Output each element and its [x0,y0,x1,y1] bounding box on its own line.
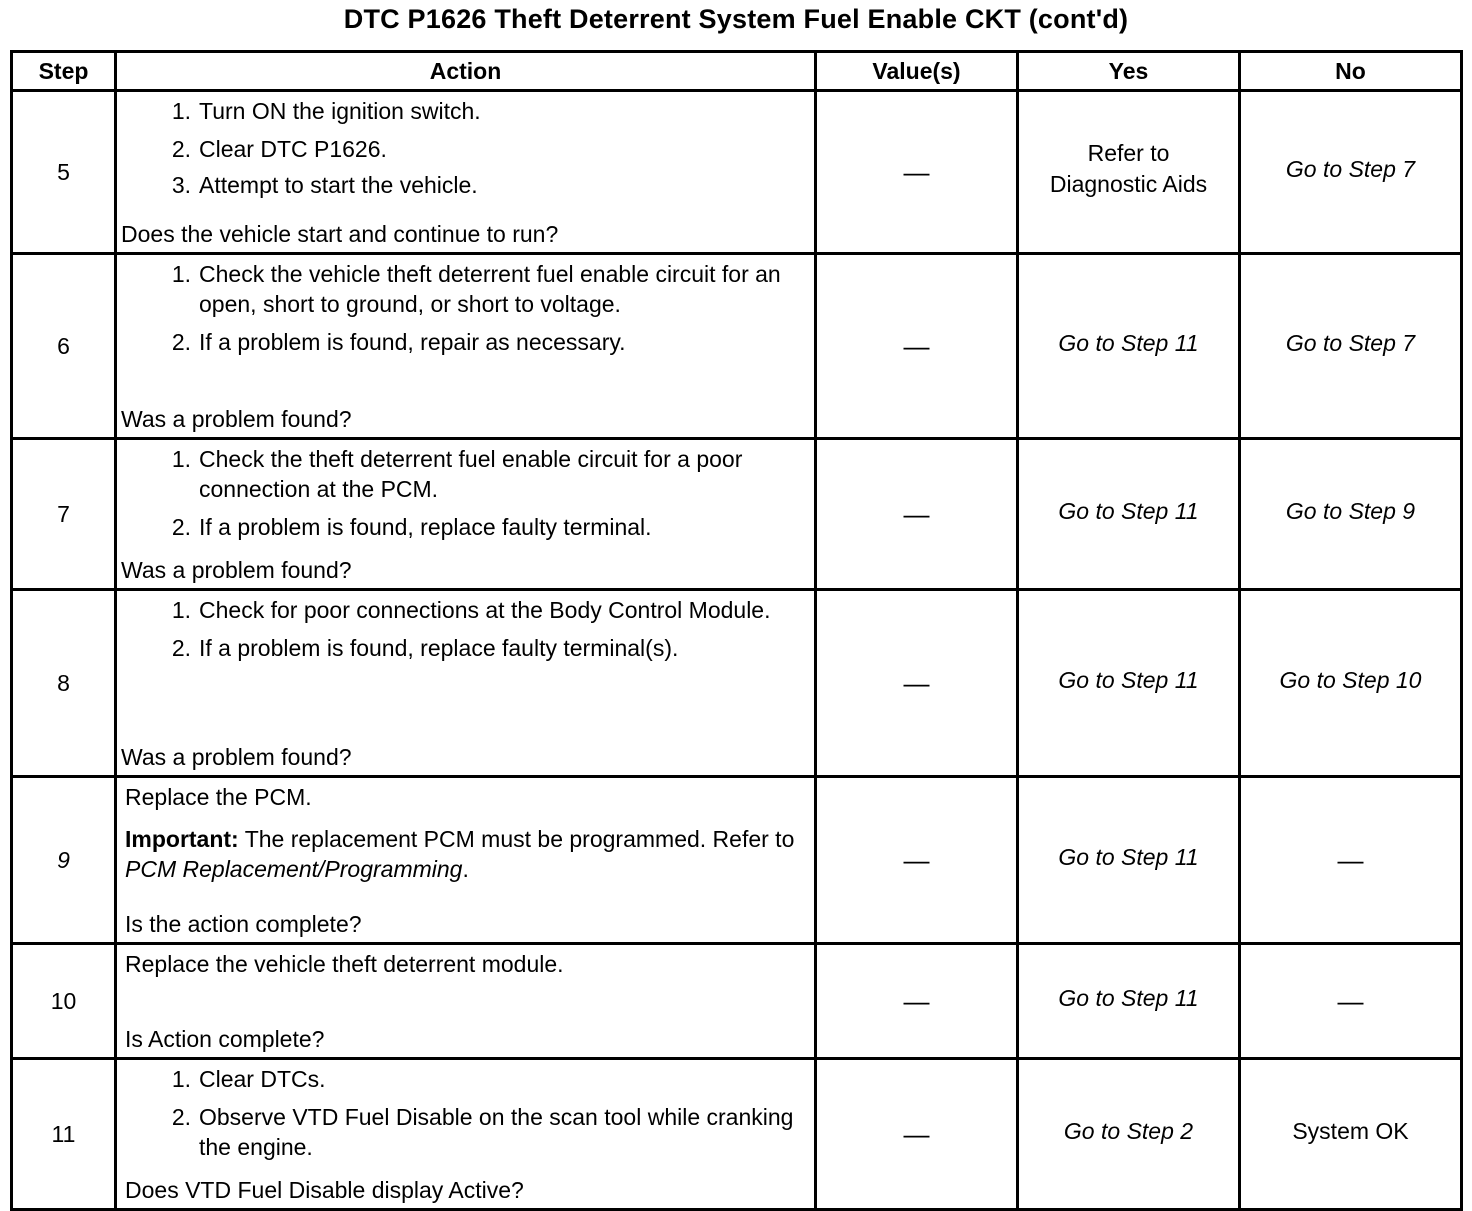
no-cell [1240,590,1462,777]
list-item: 1. Clear DTCs. [171,1066,326,1092]
no-cell [1240,254,1462,439]
table-row [12,590,1462,777]
go-to-step-link: Go to Step 10 [1279,666,1422,693]
action-steps [125,1064,806,1164]
table-row [12,777,1462,944]
table-row [12,91,1462,254]
page-title: DTC P1626 Theft Deterrent System Fuel Enable CKT (cont'd) [343,4,1129,34]
action-cell [116,439,816,590]
important-text: The replacement PCM must be programmed. Refer to [244,826,795,852]
value-cell: — [816,91,1018,254]
result-text: System OK [1292,1117,1409,1144]
yes-cell [1018,944,1240,1059]
step-number: 5 [12,91,116,254]
list-item: 2. If a problem is found, replace faulty terminal(s). [171,635,679,661]
value-cell: — [816,439,1018,590]
action-steps [125,595,806,671]
step-number: 9 [12,777,116,944]
action-question: Was a problem found? [121,406,352,432]
list-item: 1. Check the theft deterrent fuel enable circuit for a poor connection at the PCM. [171,446,743,502]
action-cell [116,777,816,944]
header-yes: Yes [1018,52,1240,91]
go-to-step-link: Go to Step 2 [1063,1117,1194,1144]
table-row [12,254,1462,439]
action-cell [116,944,816,1059]
header-row [12,52,1462,91]
yes-line: Diagnostic Aids [1049,171,1208,197]
diagnostic-table [10,50,1463,1211]
value-cell: — [816,254,1018,439]
action-steps [125,259,806,365]
go-to-step-link: Go to Step 7 [1285,155,1416,182]
action-question: Does the vehicle start and continue to run? [121,221,559,247]
no-cell [1240,1059,1462,1210]
action-question: Does VTD Fuel Disable display Active? [125,1177,524,1203]
action-cell [116,254,816,439]
list-item: 2. Observe VTD Fuel Disable on the scan tool while cranking the engine. [171,1104,794,1160]
step-number: 11 [12,1059,116,1210]
value-cell: — [816,944,1018,1059]
go-to-step-link: Go to Step 11 [1058,329,1199,356]
list-item: 1. Turn ON the ignition switch. [171,98,481,124]
yes-cell [1018,91,1240,254]
important-label: Important: [125,826,239,852]
step-number: 7 [12,439,116,590]
value-cell: — [816,590,1018,777]
yes-line: Refer to [1087,140,1170,166]
header-step: Step [12,52,116,91]
action-steps [125,96,806,204]
table-row [12,944,1462,1059]
yes-cell [1018,254,1240,439]
action-text: Replace the PCM. [125,784,312,810]
step-number: 8 [12,590,116,777]
yes-cell [1018,590,1240,777]
list-item: 1. Check the vehicle theft deterrent fuel enable circuit for an open, short to ground, or short to voltage. [171,261,781,317]
action-text: Replace the vehicle theft deterrent module. [125,951,564,977]
go-to-step-link: Go to Step 7 [1285,329,1416,356]
action-cell [116,91,816,254]
table-row [12,1059,1462,1210]
action-question: Is the action complete? [125,911,362,937]
list-item: 2. Clear DTC P1626. [171,136,387,162]
action-question: Is Action complete? [125,1026,325,1052]
action-question: Was a problem found? [121,557,352,583]
action-cell [116,1059,816,1210]
no-cell: — [1240,777,1462,944]
go-to-step-link: Go to Step 11 [1058,666,1199,693]
yes-cell [1018,1059,1240,1210]
header-values: Value(s) [816,52,1018,91]
table-row [12,439,1462,590]
value-cell: — [816,1059,1018,1210]
list-item: 2. If a problem is found, repair as necessary. [171,329,626,355]
header-action: Action [116,52,816,91]
list-item: 1. Check for poor connections at the Body Control Module. [171,597,771,623]
no-cell [1240,439,1462,590]
step-number: 6 [12,254,116,439]
value-cell: — [816,777,1018,944]
yes-cell [1018,777,1240,944]
go-to-step-link: Go to Step 11 [1058,843,1199,870]
action-steps [125,444,806,544]
important-note: Important: The replacement PCM must be programmed. Refer to PCM Replacement/Programming. [125,826,795,882]
go-to-step-link: Go to Step 11 [1058,497,1199,524]
action-question: Was a problem found? [121,744,352,770]
list-item: 2. If a problem is found, replace faulty terminal. [171,514,652,540]
action-cell [116,590,816,777]
no-cell [1240,91,1462,254]
yes-cell [1018,439,1240,590]
go-to-step-link: Go to Step 11 [1058,984,1199,1011]
step-number: 10 [12,944,116,1059]
list-item: 3. Attempt to start the vehicle. [171,172,478,198]
header-no: No [1240,52,1462,91]
reference-link: PCM Replacement/Programming [125,856,463,882]
go-to-step-link: Go to Step 9 [1285,497,1416,524]
no-cell: — [1240,944,1462,1059]
